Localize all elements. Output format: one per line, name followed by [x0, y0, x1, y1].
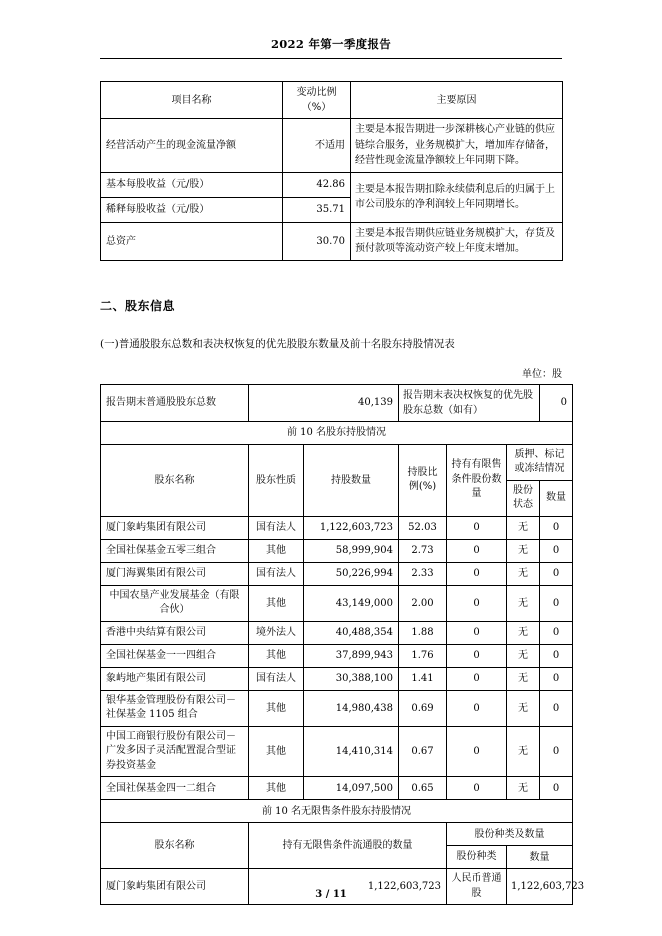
unrestricted-holder-quantity: 1,122,603,723: [249, 869, 447, 905]
holder-ratio: 0.69: [399, 690, 447, 726]
unrestricted-holder-name: 厦门象屿集团有限公司: [101, 869, 249, 905]
section-heading: 二、股东信息: [100, 298, 176, 313]
item-ratio: 42.86: [283, 172, 351, 197]
shareholders-table: [100, 384, 585, 906]
holder-pledge-amount: 0: [540, 726, 573, 777]
unrestricted-banner-row: [101, 800, 573, 823]
document-header: [100, 0, 562, 59]
holder-ratio: 0.65: [399, 777, 447, 800]
holder-ratio: 2.00: [399, 585, 447, 621]
table-row: [101, 621, 573, 644]
column-header-pledge-group: 质押、标记或冻结情况: [507, 444, 573, 480]
holder-pledge-amount: 0: [540, 562, 573, 585]
item-ratio: 35.71: [283, 197, 351, 222]
column-header-ratio: 持股比例(%): [399, 444, 447, 516]
table-header-row: [101, 444, 573, 480]
unrestricted-holder-class-type: 人民币普通股: [447, 869, 507, 905]
column-header-ratio: [283, 82, 351, 119]
holder-shares: 43,149,000: [304, 585, 399, 621]
holder-nature: 其他: [249, 690, 304, 726]
column-header-shares: 持股数量: [304, 444, 399, 516]
holder-ratio: 1.88: [399, 621, 447, 644]
holder-nature: 国有法人: [249, 667, 304, 690]
column-header-class-amount: 数量: [507, 846, 573, 869]
table-row: [101, 172, 563, 197]
holder-restricted: 0: [447, 644, 507, 667]
table-header-row: [101, 82, 563, 119]
holder-shares: 50,226,994: [304, 562, 399, 585]
ratio-header-line1: 变动比例: [296, 87, 337, 98]
holder-name: 全国社保基金四一二组合: [101, 777, 249, 800]
column-header-item: 项目名称: [101, 82, 283, 119]
holder-pledge-status: 无: [507, 621, 540, 644]
item-reason: 主要是本报告期进一步深耕核心产业链的供应链综合服务，业务规模扩大，增加库存储备，经营性现金流量净额较上年同期下降。: [351, 119, 563, 173]
holder-pledge-status: 无: [507, 644, 540, 667]
document-title: 2022 年第一季度报告: [270, 37, 392, 51]
table-row: [101, 585, 573, 621]
holder-ratio: 2.73: [399, 539, 447, 562]
holder-pledge-amount: 0: [540, 777, 573, 800]
unit-label: 单位：股: [522, 368, 562, 380]
table-row: [101, 644, 573, 667]
holder-ratio: 1.76: [399, 644, 447, 667]
top10-banner: 前 10 名股东持股情况: [101, 421, 573, 444]
preferred-holders-label: 报告期末表决权恢复的优先股股东总数（如有）: [399, 384, 540, 421]
holder-pledge-status: 无: [507, 539, 540, 562]
holder-pledge-status: 无: [507, 690, 540, 726]
holder-pledge-status: 无: [507, 562, 540, 585]
holder-pledge-amount: 0: [540, 516, 573, 539]
holder-name: 中国工商银行股份有限公司－广发多因子灵活配置混合型证券投资基金: [101, 726, 249, 777]
item-name: 总资产: [101, 222, 283, 260]
column-header-unrestricted-name: 股东名称: [101, 823, 249, 869]
subsection-heading: (一)普通股股东总数和表决权恢复的优先股股东数量及前十名股东持股情况表: [100, 337, 455, 350]
item-name: 经营活动产生的现金流量净额: [101, 119, 283, 173]
column-header-name: 股东名称: [101, 444, 249, 516]
holder-restricted: 0: [447, 690, 507, 726]
unrestricted-header-row: [101, 823, 573, 846]
item-reason: 主要是本报告期供应链业务规模扩大，存货及预付款项等流动资产较上年度末增加。: [351, 222, 563, 260]
page-number: 3 / 11: [315, 889, 347, 900]
unrestricted-holder-class-amount: 1,122,603,723: [507, 869, 573, 905]
holder-pledge-status: 无: [507, 667, 540, 690]
holder-restricted: 0: [447, 621, 507, 644]
holder-pledge-amount: 0: [540, 539, 573, 562]
holder-ratio: 52.03: [399, 516, 447, 539]
table-row: [101, 516, 573, 539]
holder-ratio: 2.33: [399, 562, 447, 585]
holder-name: 厦门象屿集团有限公司: [101, 516, 249, 539]
item-ratio: 不适用: [283, 119, 351, 173]
table-row: [101, 562, 573, 585]
table-row: [101, 119, 563, 173]
holder-name: 银华基金管理股份有限公司－社保基金 1105 组合: [101, 690, 249, 726]
summary-row: [101, 384, 573, 421]
header-divider: [100, 58, 562, 59]
common-holders-label: 报告期末普通股股东总数: [101, 384, 249, 421]
column-header-pledge-amount: 数量: [540, 480, 573, 516]
table-row: [101, 726, 573, 777]
column-header-unrestricted-quantity: 持有无限售条件流通股的数量: [249, 823, 447, 869]
item-name: 基本每股收益（元/股）: [101, 172, 283, 197]
holder-nature: 国有法人: [249, 516, 304, 539]
column-header-class-type: 股份种类: [447, 846, 507, 869]
holder-pledge-amount: 0: [540, 690, 573, 726]
holder-pledge-amount: 0: [540, 621, 573, 644]
holder-nature: 其他: [249, 726, 304, 777]
table-row: [101, 667, 573, 690]
column-header-nature: 股东性质: [249, 444, 304, 516]
holder-nature: 其他: [249, 644, 304, 667]
common-holders-value: 40,139: [249, 384, 399, 421]
column-header-pledge-status: 股份状态: [507, 480, 540, 516]
holder-pledge-amount: 0: [540, 667, 573, 690]
ratio-header-line2: （%）: [301, 102, 332, 113]
holder-ratio: 1.41: [399, 667, 447, 690]
holder-restricted: 0: [447, 539, 507, 562]
holder-nature: 境外法人: [249, 621, 304, 644]
item-ratio: 30.70: [283, 222, 351, 260]
holder-nature: 其他: [249, 777, 304, 800]
holder-shares: 14,097,500: [304, 777, 399, 800]
column-header-restricted: 持有有限售条件股份数量: [447, 444, 507, 516]
holder-shares: 14,980,438: [304, 690, 399, 726]
holder-shares: 37,899,943: [304, 644, 399, 667]
holder-name: 中国农垦产业发展基金（有限合伙）: [101, 585, 249, 621]
holder-ratio: 0.67: [399, 726, 447, 777]
holder-pledge-amount: 0: [540, 585, 573, 621]
holder-nature: 其他: [249, 585, 304, 621]
holder-name: 厦门海翼集团有限公司: [101, 562, 249, 585]
holder-restricted: 0: [447, 777, 507, 800]
table-row: [101, 222, 563, 260]
holder-name: 象屿地产集团有限公司: [101, 667, 249, 690]
table-row: [101, 777, 573, 800]
holder-pledge-amount: 0: [540, 644, 573, 667]
holder-shares: 30,388,100: [304, 667, 399, 690]
column-header-reason: 主要原因: [351, 82, 563, 119]
holder-restricted: 0: [447, 562, 507, 585]
item-reason: 主要是本报告期扣除永续债利息后的归属于上市公司股东的净利润较上年同期增长。: [351, 172, 563, 222]
holder-shares: 40,488,354: [304, 621, 399, 644]
table-row: [101, 539, 573, 562]
holder-pledge-status: 无: [507, 516, 540, 539]
unrestricted-banner: 前 10 名无限售条件股东持股情况: [101, 800, 573, 823]
holder-nature: 其他: [249, 539, 304, 562]
holder-pledge-status: 无: [507, 726, 540, 777]
holder-shares: 1,122,603,723: [304, 516, 399, 539]
holder-restricted: 0: [447, 726, 507, 777]
holder-restricted: 0: [447, 516, 507, 539]
holder-pledge-status: 无: [507, 585, 540, 621]
change-ratio-table: [100, 81, 563, 261]
holder-name: 全国社保基金五零三组合: [101, 539, 249, 562]
holder-restricted: 0: [447, 585, 507, 621]
holder-restricted: 0: [447, 667, 507, 690]
holder-name: 香港中央结算有限公司: [101, 621, 249, 644]
top10-banner-row: [101, 421, 573, 444]
table-row: [101, 690, 573, 726]
holder-shares: 14,410,314: [304, 726, 399, 777]
preferred-holders-value: 0: [540, 384, 573, 421]
item-name: 稀释每股收益（元/股）: [101, 197, 283, 222]
holder-name: 全国社保基金一一四组合: [101, 644, 249, 667]
holder-pledge-status: 无: [507, 777, 540, 800]
holder-shares: 58,999,904: [304, 539, 399, 562]
holder-nature: 国有法人: [249, 562, 304, 585]
column-header-class-group: 股份种类及数量: [447, 823, 573, 846]
